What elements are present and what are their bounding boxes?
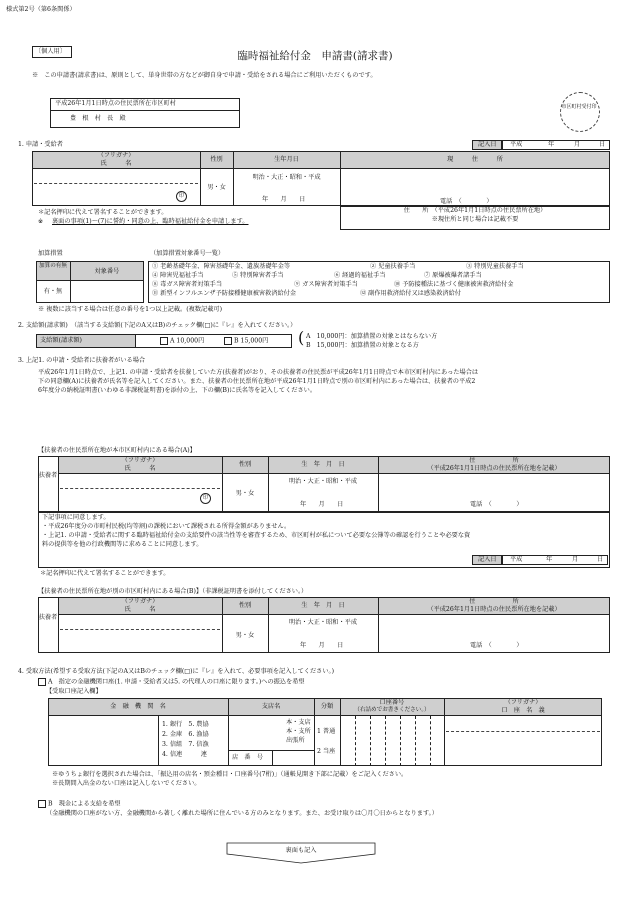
fill-date-year: 年	[548, 141, 555, 148]
holder-furigana-field[interactable]	[446, 718, 600, 730]
supporter-a-seal: 印	[200, 493, 211, 504]
supporter-b-address-sub: （平成26年1月1日時点の住民票所在地を記載）	[427, 606, 561, 613]
supporter-b-dob-ymd: 年 月 日	[300, 642, 344, 649]
extra-item-4: ④ 障害児福祉手当	[152, 272, 204, 279]
seal-mark: 印	[176, 191, 187, 202]
receipt-b-checkbox[interactable]	[38, 800, 46, 808]
account-number-field[interactable]	[342, 718, 442, 764]
consent-day: 日	[597, 556, 604, 563]
receipt-a-checkbox[interactable]	[38, 678, 46, 686]
account-number-label: 口座番号	[379, 699, 405, 706]
supporter-a-name: 氏 名	[124, 465, 156, 472]
extra-item-9: ⑨ ガス障害者対策手当	[294, 281, 358, 288]
seal-note: ＊記名押印に代えて署名することができます。	[38, 209, 168, 216]
extra-item-5: ⑤ 特別障害者手当	[232, 272, 284, 279]
applicant-name-label: 氏 名	[100, 160, 132, 167]
extra-item-7: ⑦ 原爆被爆者諸手当	[424, 272, 482, 279]
municipality-value: 豊 根 村 長 殿	[70, 115, 126, 122]
supporter-a-label: 扶養者	[38, 472, 58, 479]
dob-label: 生年月日	[274, 156, 299, 163]
case-a-heading: 【扶養者の住民票所在地が本市区町村内にある場合(A)】	[38, 447, 196, 454]
consent-4: 料の提供等を他の行政機関等に求めることに同意します。	[42, 541, 203, 548]
holder-furigana-label: （フリガナ）	[504, 699, 542, 706]
bank-type-3[interactable]: 3. 信組 7. 信漁	[162, 741, 209, 748]
amount-b-checkbox[interactable]	[224, 337, 232, 345]
supporter-a-address-sub: （平成26年1月1日時点の住民票所在地を記載）	[427, 465, 561, 472]
extra-item-6: ⑥ 経過的福祉手当	[334, 272, 386, 279]
applicant-name-field[interactable]	[34, 185, 184, 203]
supporter-b-address-label: 住 所	[469, 598, 519, 605]
amount-option-b[interactable]	[224, 337, 268, 345]
store-number-label: 店 番 号	[232, 754, 263, 761]
bank-name-field[interactable]	[50, 718, 158, 764]
amount-b-label: B 15,000円	[234, 337, 269, 345]
amount-a-label: A 10,000円	[170, 337, 205, 345]
extra-item-10: ⑩ 予防接種法に基づく健康被害救済給付金	[394, 281, 514, 288]
dob-ymd: 年 月 日	[262, 196, 306, 203]
supporter-b-furigana: （フリガナ）	[121, 598, 159, 605]
extra-note: ※ 複数に該当する場合は任意の番号を1つ以上記載。(複数記載可)	[38, 306, 222, 313]
supporter-b-name-field[interactable]	[60, 631, 220, 651]
amount-option-a[interactable]	[160, 337, 204, 345]
supporter-b-name: 氏 名	[124, 606, 156, 613]
consent-year: 年	[546, 556, 553, 563]
supporter-a-dob-ymd: 年 月 日	[300, 501, 344, 508]
account-kind-label: 分類	[320, 703, 334, 710]
intro-note: ※ この申請書(請求書)は、原則として、単身世帯の方などが御自身で申請・受給をされる場合にご利用いただくものです。	[32, 72, 377, 79]
case-b-heading: 【扶養者の住民票所在地が別の市区町村内にある場合(B)】（非課税証明書を添付してください。）	[38, 588, 308, 595]
receipt-b-label: B 現金による支給を希望	[48, 800, 121, 808]
branch-name-label: 支店名	[261, 703, 281, 710]
receipt-b-note: （金融機関の口座がない方、金融機関から著しく離れた場所に住んでいる方のみとなります。また、お受け取りは〇月〇日からとなります。）	[46, 810, 438, 817]
consent-era: 平成	[510, 556, 523, 563]
municipality-label: 平成26年1月1日時点の住民票所在市区町村	[55, 100, 176, 107]
pledge-mark: ※	[38, 218, 44, 225]
jan1-address-label: 住 所 （平成26年1月1日時点の住民票所在地）	[403, 207, 547, 214]
extra-item-11: ⑪ 新型インフルエンザ予防接種健康被害救済給付金	[152, 290, 297, 297]
supporter-b-dob-eras[interactable]: 明治・大正・昭和・平成	[288, 619, 358, 626]
fill-date-label: 記入日	[478, 141, 497, 148]
account-number-sub: （右詰めでお書きください。）	[354, 707, 430, 713]
supporter-a-gender-label: 性別	[238, 461, 252, 468]
consent-date-label: 記入日	[478, 556, 497, 563]
supporter-a-tel[interactable]: 電話 （ ）	[470, 501, 523, 508]
branch-type-2[interactable]: 本・支所	[286, 728, 311, 735]
supporter-a-name-field[interactable]	[60, 490, 200, 510]
branch-type-1[interactable]: 本・支店	[286, 719, 311, 726]
dob-eras[interactable]: 明治・大正・昭和・平成	[252, 174, 321, 181]
extra-yesno[interactable]: 有・無	[43, 288, 63, 295]
holder-label: 口 座 名 義	[501, 707, 545, 714]
receipt-a-label: A 指定の金融機関口座(1. 申請・受給者又は5. の代理人の口座に限ります。)への振込を希望	[48, 678, 305, 686]
consent-2: ・平成26年度分の市町村民税(均等割)の課税において課税される所得金額がありません。	[42, 523, 291, 530]
applicant-furigana-field[interactable]	[34, 172, 198, 182]
consent-1: 下記事項に同意します。	[42, 514, 110, 521]
gender-label: 性別	[210, 156, 223, 163]
extra-has-label: 加算の有無	[39, 263, 67, 269]
supporter-a-gender[interactable]: 男・女	[235, 490, 255, 497]
account-type-2[interactable]: 2 当座	[317, 748, 336, 755]
extra-item-8: ⑧ 毒ガス障害者対策手当	[152, 281, 223, 288]
reception-stamp	[560, 92, 600, 132]
address-label: 現 住 所	[447, 156, 503, 163]
gender-value[interactable]: 男・女	[207, 184, 226, 191]
receipt-option-a[interactable]	[38, 678, 305, 686]
consent-3: ・上記1. の申請・受給者に関する臨時福祉給付金の支給要件の該当性等を審査するため、市区町村が私について必要な公簿等の確認を行うことや必要な資	[42, 532, 471, 539]
form-title: 臨時福祉給付金 申請書(請求書)	[237, 50, 393, 62]
amount-note-b: B 15,000円：加算措置の対象となる方	[306, 342, 419, 349]
bank-type-1[interactable]: 1. 銀行 5. 農協	[162, 721, 209, 728]
supporter-a-furigana: （フリガナ）	[121, 457, 159, 464]
sec3-body-3: 6年度分の納税証明書(いわゆる非課税証明書)を添付の上、下の欄(B)に氏名等を記入してください。	[38, 387, 317, 394]
fill-date-era: 平成	[510, 141, 523, 148]
bank-name-label: 金 融 機 関 名	[110, 703, 166, 710]
sec3-body-2: 下の同意欄(A)に扶養者が氏名等を記入してください。また、扶養者の住民票所在地が平成26年1月1日時点で別の市区町村内にあった場合は、扶養者の平成2	[38, 378, 476, 385]
supporter-b-gender-label: 性別	[238, 602, 252, 609]
fill-date-month: 月	[574, 141, 581, 148]
sec3-heading: 3. 上記1. の申請・受給者に扶養者がいる場合	[18, 357, 146, 364]
account-type-1[interactable]: 1 普通	[317, 728, 336, 735]
tel-field[interactable]: 電話 （ ）	[440, 198, 493, 205]
supporter-a-dob-label: 生 年 月 日	[301, 461, 345, 468]
supporter-b-tel[interactable]: 電話 （ ）	[470, 642, 523, 649]
branch-type-3[interactable]: 出張所	[286, 737, 305, 744]
receipt-option-b[interactable]	[38, 800, 121, 808]
applicant-furigana-label: （フリガナ）	[97, 152, 135, 159]
personal-tag: 〔個人用〕	[35, 48, 66, 55]
supporter-b-gender[interactable]: 男・女	[235, 632, 255, 639]
extra-item-3: ③ 特別児童扶養手当	[466, 263, 524, 270]
store-number-field[interactable]	[274, 752, 312, 764]
supporter-a-furigana-field[interactable]	[60, 476, 220, 487]
sec1-heading: 1. 申請・受給者	[18, 141, 63, 148]
sec2-heading: 2. 支給額(請求額) （該当する支給額(下記のA又はB)のチェック欄(□)に『レ』を入れてください。）	[18, 322, 297, 329]
sec3-body-1: 平成26年1月1日時点で、上記1. の申請・受給者を扶養していた方(扶養者)がおり、その扶養者の住民票が平成26年1月1日時点で本市区町村内にあった場合は	[38, 369, 479, 376]
long-inactive-note: ※長期間入出金のない口座は記入しないでください。	[52, 780, 201, 787]
consent-seal-note: ＊記名押印に代えて署名することができます。	[40, 570, 170, 577]
bank-heading: 【受取口座記入欄】	[46, 688, 102, 695]
pledge-note: 裏面の事項(1)～(7)に誓約・同意の上、臨時福祉給付金を申請します。	[52, 218, 249, 225]
amount-note-a: A 10,000円：加算措置の対象とはならない方	[306, 333, 438, 340]
extra-item-2: ② 児童扶養手当	[370, 263, 416, 270]
address-field[interactable]	[342, 171, 608, 191]
supporter-a-address-label: 住 所	[469, 457, 519, 464]
back-arrow-label: 裏面も記入	[285, 847, 317, 854]
amount-label: 支給額(請求額)	[40, 337, 82, 344]
sec4-heading: 4. 受取方法(希望する受取方法(下記のA又はBのチェック欄(□)に『レ』を入れて、必要事項を記入してください。)	[18, 668, 335, 675]
fill-date-day: 日	[599, 141, 606, 148]
bracket-left: (	[298, 328, 305, 347]
extra-num-label: 対象番号	[94, 268, 120, 275]
bank-type-2[interactable]: 2. 金庫 6. 漁協	[162, 731, 209, 738]
form-number: 様式第2号（第6条関係）	[6, 6, 76, 13]
stamp-label: 市区町村受付印	[561, 104, 597, 110]
yucho-note: ※ゆうちょ銀行を選択された場合は、「振込用の店名・預金種目・口座番号(7桁)」（通帳見開き下部に記載）をご記入ください。	[52, 771, 408, 778]
supporter-a-dob-eras[interactable]: 明治・大正・昭和・平成	[288, 478, 358, 485]
extra-item-1: ① 老齢基礎年金、障害基礎年金、遺族基礎年金等	[152, 263, 291, 270]
extra-num-field[interactable]	[72, 283, 142, 301]
supporter-b-furigana-field[interactable]	[60, 617, 220, 628]
extra-list-label: （加算措置対象番号一覧）	[150, 250, 225, 257]
supporter-b-label: 扶養者	[38, 614, 58, 621]
jan1-address-note: ※現住所と同じ場合は記載不要	[431, 216, 519, 223]
extra-item-12: ⑫ 副作用救済給付又は感染救済給付	[360, 290, 461, 297]
supporter-b-dob-label: 生 年 月 日	[301, 602, 345, 609]
amount-a-checkbox[interactable]	[160, 337, 168, 345]
holder-field[interactable]	[446, 733, 600, 764]
consent-month: 月	[572, 556, 579, 563]
extra-label: 加算措置	[38, 250, 63, 257]
bank-type-4[interactable]: 4. 信連 連	[162, 751, 207, 758]
